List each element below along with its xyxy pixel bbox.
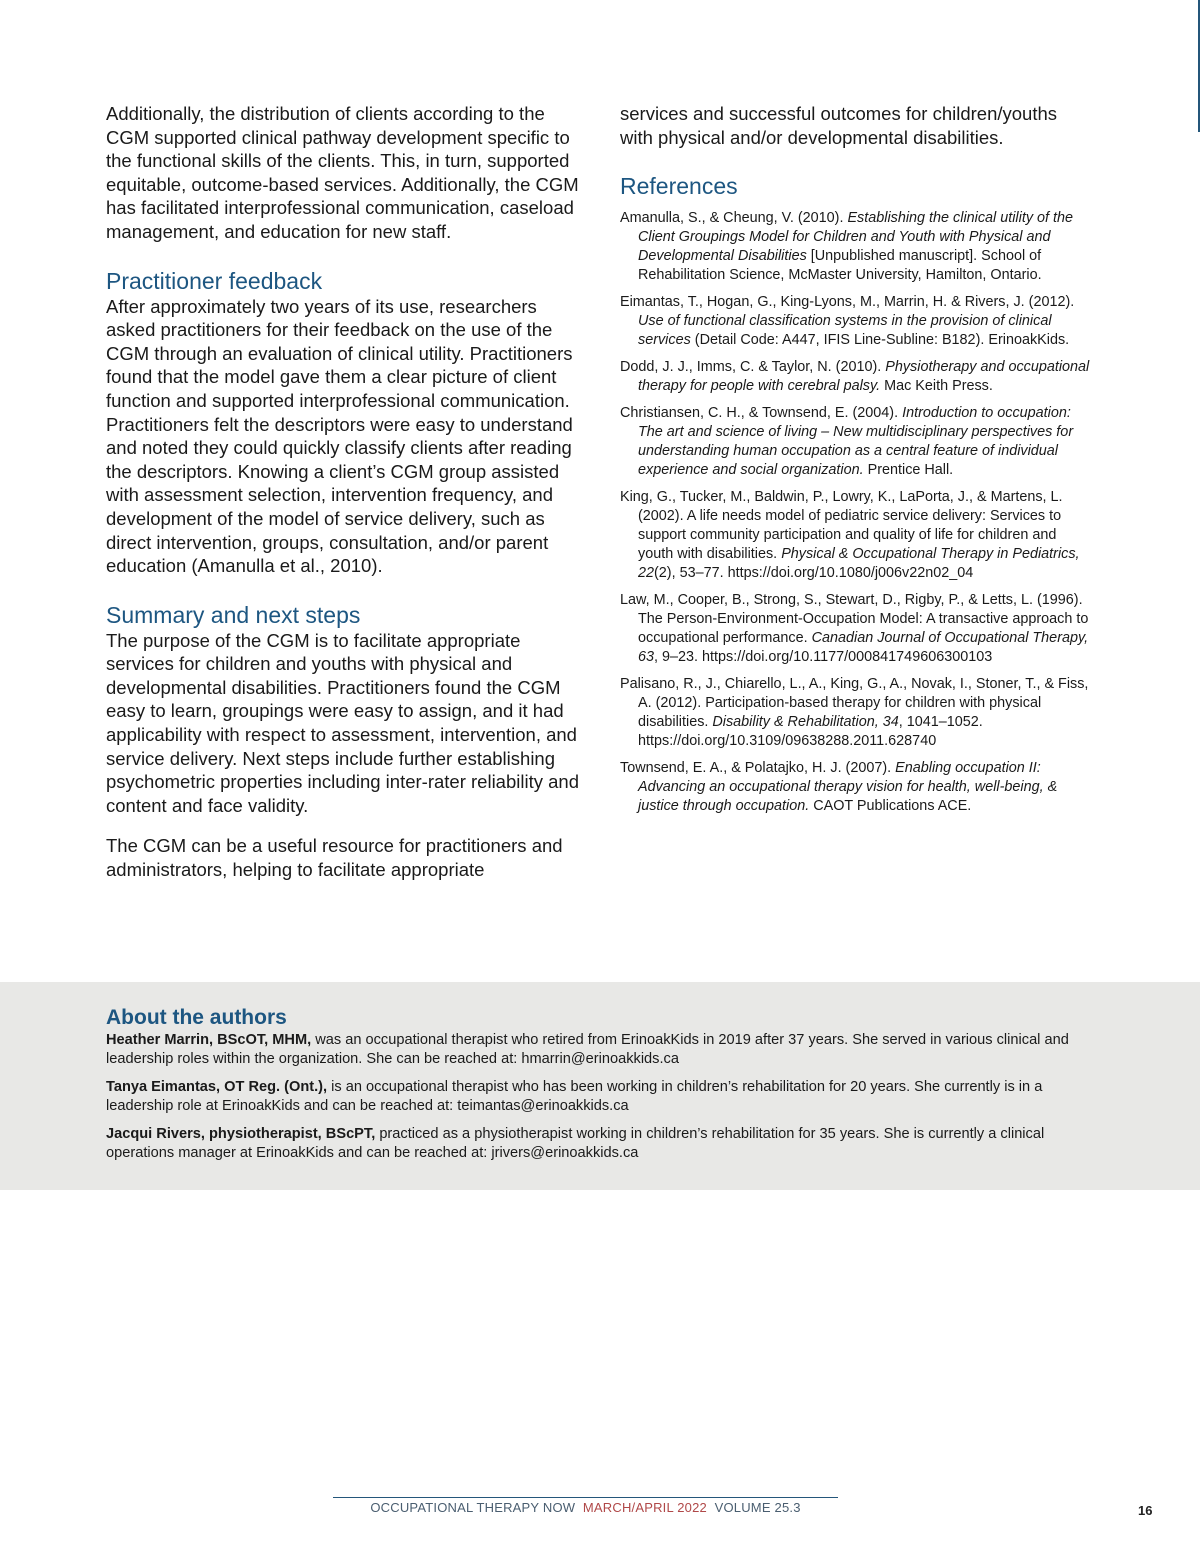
author-description: is an occupational therapist who has been working in children’s rehabilitation for 20 years. She currently is in a leadership role at ErinoakKids and can be reached at: teimantas@erinoakkids.ca xyxy=(106,1079,1043,1114)
reference-text: (Detail Code: A447, IFIS Line-Subline: B182). ErinoakKids. xyxy=(690,332,1070,349)
reference-text: , 9–23. https://doi.org/10.1177/000841749606300103 xyxy=(654,649,993,666)
author-name: Heather Marrin, BScOT, MHM, xyxy=(106,1032,312,1048)
reference-title: Introduction to occupation: The art and science of living – New multidisciplinary perspectives for understanding human occupation as a central feature of individual experience and social organization. xyxy=(638,405,1074,479)
footer-volume: VOLUME 25.3 xyxy=(714,1500,801,1515)
right-column xyxy=(620,102,1094,824)
reference-title: Physiotherapy and occupational therapy for people with cerebral palsy. xyxy=(638,359,1090,395)
reference-text: CAOT Publications ACE. xyxy=(809,798,972,815)
reference-item xyxy=(620,293,1094,350)
reference-text: Christiansen, C. H., & Townsend, E. (2004). xyxy=(620,405,903,422)
reference-item xyxy=(620,759,1094,816)
reference-item xyxy=(620,209,1094,285)
page-number: 16 xyxy=(1138,1503,1153,1518)
reference-text: Eimantas, T., Hogan, G., King-Lyons, M., Marrin, H. & Rivers, J. (2012). xyxy=(620,294,1075,311)
reference-text: [Unpublished manuscript]. School of Rehabilitation Science, McMaster University, Hamilton, Ontario. xyxy=(638,248,1042,284)
reference-title: Physical & Occupational Therapy in Pediatrics, 22 xyxy=(638,546,1080,582)
references-heading: References xyxy=(620,173,738,200)
reference-title: Canadian Journal of Occupational Therapy, 63 xyxy=(638,630,1089,666)
author-description: practiced as a physiotherapist working in children’s rehabilitation for 35 years. She is currently a clinical operations manager at ErinoakKids and can be reached at: jrivers@erinoakkids.ca xyxy=(106,1126,1045,1161)
left-column xyxy=(106,102,584,882)
author-description: was an occupational therapist who retired from ErinoakKids in 2019 after 37 years. She served in various clinical and leadership roles within the organization. She can be reached at: hmarrin@erinoakkids.ca xyxy=(106,1032,1069,1067)
footer-journal-info xyxy=(333,1500,838,1515)
reference-text: , 1041–1052. https://doi.org/10.3109/09638288.2011.628740 xyxy=(638,714,983,750)
continuation-paragraph: services and successful outcomes for children/youths with physical and/or developmental disabilities. xyxy=(620,103,1058,148)
reference-item xyxy=(620,358,1094,396)
reference-text: Amanulla, S., & Cheung, V. (2010). xyxy=(620,210,848,227)
reference-item xyxy=(620,675,1094,751)
reference-title: Enabling occupation II: Advancing an occupational therapy vision for health, well-being, & justice through occupation. xyxy=(638,760,1058,815)
reference-text: Dodd, J. J., Imms, C. & Taylor, N. (2010). xyxy=(620,359,886,376)
practitioner-feedback-heading: Practitioner feedback xyxy=(106,267,323,294)
summary-paragraph-2: The CGM can be a useful resource for practitioners and administrators, helping to facilitate appropriate xyxy=(106,835,563,881)
reference-title: Disability & Rehabilitation, 34 xyxy=(712,714,899,731)
reference-text: Mac Keith Press. xyxy=(880,378,993,395)
summary-paragraph-1: The purpose of the CGM is to facilitate appropriate services for children and youths with physical and developmental disabilities. Practitioners found the CGM easy to learn, groupings were easy to assign, and it had applicability with respect to assessment, intervention, and service delivery. Next steps include further establishing psychometric properties including inter-rater reliability and content and face validity. xyxy=(106,629,579,816)
author-bio xyxy=(106,1031,1096,1069)
reference-text: (2), 53–77. https://doi.org/10.1080/j006v22n02_04 xyxy=(654,565,974,582)
about-authors-box xyxy=(0,982,1200,1190)
reference-text: Prentice Hall. xyxy=(863,462,954,479)
references-list xyxy=(620,209,1094,816)
reference-title: Establishing the clinical utility of the Client Groupings Model for Children and Youth with Physical and Developmental Disabilities xyxy=(638,210,1074,265)
author-bio xyxy=(106,1125,1096,1163)
reference-item xyxy=(620,591,1094,667)
reference-text: Townsend, E. A., & Polatajko, H. J. (2007). xyxy=(620,760,896,777)
footer-issue: MARCH/APRIL 2022 xyxy=(582,1500,707,1515)
author-bio xyxy=(106,1078,1096,1116)
reference-text: Palisano, R., J., Chiarello, L., A., King, G., A., Novak, I., Stoner, T., & Fiss, A. (2012). Participation-based therapy for children with physical disabilities. xyxy=(620,676,1089,731)
author-name: Tanya Eimantas, OT Reg. (Ont.), xyxy=(106,1079,328,1095)
intro-paragraph: Additionally, the distribution of clients according to the CGM supported clinical pathway development specific to the functional skills of the clients. This, in turn, supported equitable, outcome-based services. Additionally, the CGM has facilitated interprofessional communication, caseload management, and education for new staff. xyxy=(106,103,579,242)
reference-item xyxy=(620,404,1094,480)
summary-heading: Summary and next steps xyxy=(106,601,361,628)
reference-title: Use of functional classification systems in the provision of clinical services xyxy=(638,313,1052,349)
footer-rule xyxy=(333,1497,838,1498)
about-authors-heading: About the authors xyxy=(106,1006,287,1029)
author-name: Jacqui Rivers, physiotherapist, BScPT, xyxy=(106,1126,376,1142)
reference-item xyxy=(620,488,1094,583)
reference-text: King, G., Tucker, M., Baldwin, P., Lowry, K., LaPorta, J., & Martens, L. (2002). A life needs model of pediatric service delivery: Services to support community participation and quality of life for children and youth with disabilities. xyxy=(620,489,1063,563)
practitioner-feedback-paragraph: After approximately two years of its use, researchers asked practitioners for their feedback on the use of the CGM through an evaluation of clinical utility. Practitioners found that the model gave them a clear picture of client function and supported interprofessional communication. Practitioners felt the descriptors were easy to understand and noted they could quickly classify clients after reading the descriptors. Knowing a client’s CGM group assisted with assessment selection, intervention frequency, and development of the model of service delivery, such as direct intervention, groups, consultation, and/or parent education (Amanulla et al., 2010). xyxy=(106,295,573,577)
reference-text: Law, M., Cooper, B., Strong, S., Stewart, D., Rigby, P., & Letts, L. (1996). The Person-Environment-Occupation Model: A transactive approach to occupational performance. xyxy=(620,592,1089,647)
footer-journal-name: OCCUPATIONAL THERAPY NOW xyxy=(370,1500,576,1515)
